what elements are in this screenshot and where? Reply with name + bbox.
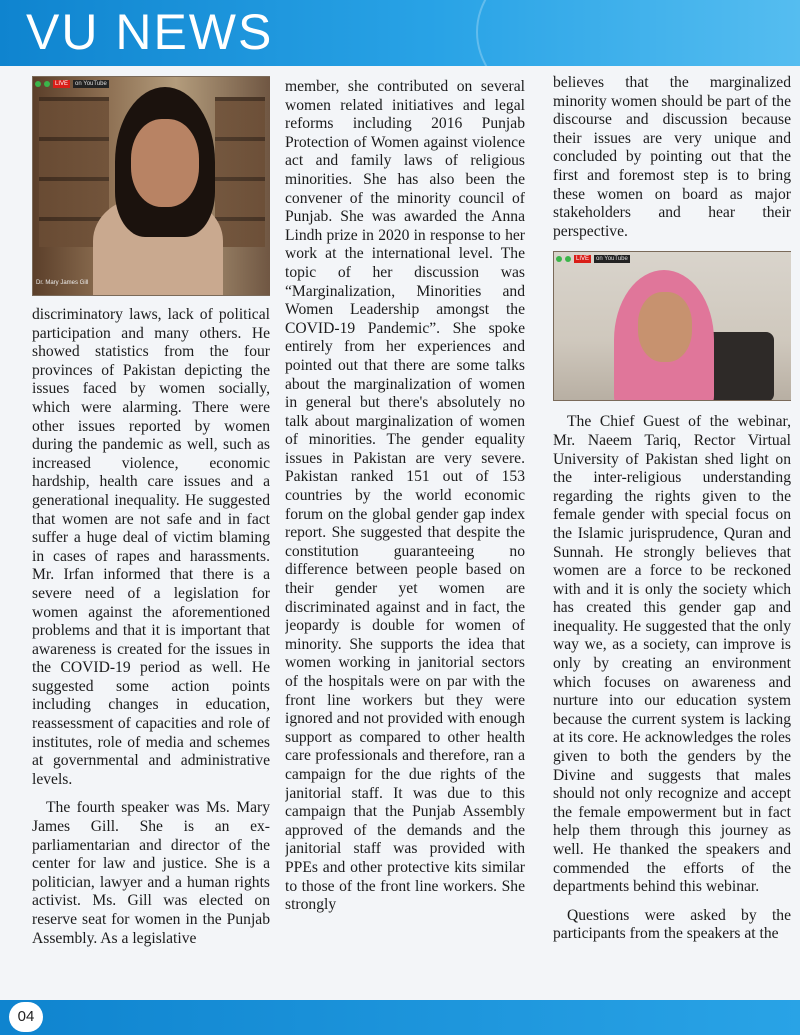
webinar-photo-speaker bbox=[32, 76, 270, 296]
newsletter-title: VU NEWS bbox=[26, 4, 274, 60]
bookshelf-right bbox=[215, 97, 265, 247]
stream-badge: on YouTube bbox=[75, 81, 107, 87]
photo-caption: Dr. Mary James Gill bbox=[36, 280, 89, 287]
column-1 bbox=[32, 66, 270, 1000]
speaker-face bbox=[638, 292, 692, 362]
status-dot-icon bbox=[44, 81, 50, 87]
speaker-face bbox=[131, 119, 199, 207]
page-footer bbox=[0, 1000, 800, 1035]
article-body bbox=[0, 66, 800, 1000]
status-dot-icon bbox=[556, 256, 562, 262]
live-badge: LIVE bbox=[576, 256, 590, 263]
status-dot-icon bbox=[35, 81, 41, 87]
paragraph: discriminatory laws, lack of political participation and many others. He showed statistics from the four provinces of Pakistan depicting the issues faced by women socially, which were alarming. There were other issues reported by women during the pandemic as well, such as increased violence, economic hardship, health care issues and a generational inequality. He suggested that women are not safe and in fact suffer a huge deal of victim blaming in cases of rapes and harassments. Mr. Irfan informed that there is a severe need of a legislation for women against the aforementioned problems and that it is important that awareness is created for the issues in the COVID-19 period as well. He suggested some action points including changes in education, reassessment of capacities and role of institutes, role of media and schemes at governmental and administrative levels. bbox=[32, 306, 270, 788]
webinar-photo-speaker bbox=[553, 251, 791, 401]
page-header bbox=[0, 0, 800, 66]
video-toolbar bbox=[35, 79, 109, 89]
live-badge: LIVE bbox=[55, 81, 69, 87]
stream-badge: on YouTube bbox=[596, 256, 628, 263]
page-number: 04 bbox=[9, 1002, 43, 1032]
paragraph: believes that the marginalized minority women should be part of the discourse and discussion because their issues are very unique and concluded by pointing out that the first and foremost step is to bring these women on board as major stakeholders and hear their perspective. bbox=[553, 74, 791, 240]
column-3 bbox=[553, 74, 791, 1008]
paragraph: The Chief Guest of the webinar, Mr. Naeem Tariq, Rector Virtual University of Pakistan shed light on the inter-religious understanding regarding the rights given to the female gender with special focus on the Islamic jurisprudence, Quran and Sunnah. He strongly believes that women are a force to be reckoned with and it is only the society which has created this gender gap and inequality. He suggested that the only way we, as a society, can improve is only by creating an environment which focuses on awareness and nurture into our education system because the current system is lacking at its core. He acknowledges the roles given to both the genders by the Divine and suggests that males should not only recognize and accept the female empowerment but in fact help them through this journey as well. He thanked the speakers and commended the efforts of the departments behind this webinar. bbox=[553, 413, 791, 896]
video-toolbar bbox=[556, 254, 630, 264]
chair bbox=[704, 332, 774, 401]
column-2 bbox=[285, 78, 525, 1012]
paragraph: Questions were asked by the participants from the speakers at the bbox=[553, 906, 791, 943]
status-dot-icon bbox=[565, 256, 571, 262]
paragraph: member, she contributed on several women related initiatives and legal reforms including 2016 Punjab Protection of Women against violence act and family laws of religious minorities. She has also been the convener of the minority council of Punjab. She was awarded the Anna Lindh prize in 2020 in response to her work at the international level. The topic of her discussion was “Marginalization, Minorities and Women Leadership amongst the COVID-19 Pandemic”. She spoke entirely from her experiences and pointed out that there are some talks about the marginalization of women in general but there's absolutely no talk about marginalization of women of minorities. The gender equality issues in Pakistan are very severe. Pakistan ranked 151 out of 153 countries by the world economic forum on the global gender gap index report. She suggested that despite the constitution guaranteeing no difference between people based on their gender yet women are discriminated against and in fact, the jeopardy is double for women of minority. She supports the idea that women working in janitorial sectors of the hospitals were on par with the front line workers but they were ignored and not provided with enough support as compared to other health care professionals and therefore, ran a campaign for the due rights of the janitorial staff. It was due to this campaign that the Punjab Assembly approved of the demands and the janitorial staff was provided with PPEs and other protective kits similar to those of the front line workers. She strongly bbox=[285, 78, 525, 914]
paragraph: The fourth speaker was Ms. Mary James Gill. She is an ex-parliamentarian and director of the center for law and justice. She is a politician, lawyer and a human rights activist. Ms. Gill was elected on reserve seat for women in the Punjab Assembly. As a legislative bbox=[32, 799, 270, 947]
